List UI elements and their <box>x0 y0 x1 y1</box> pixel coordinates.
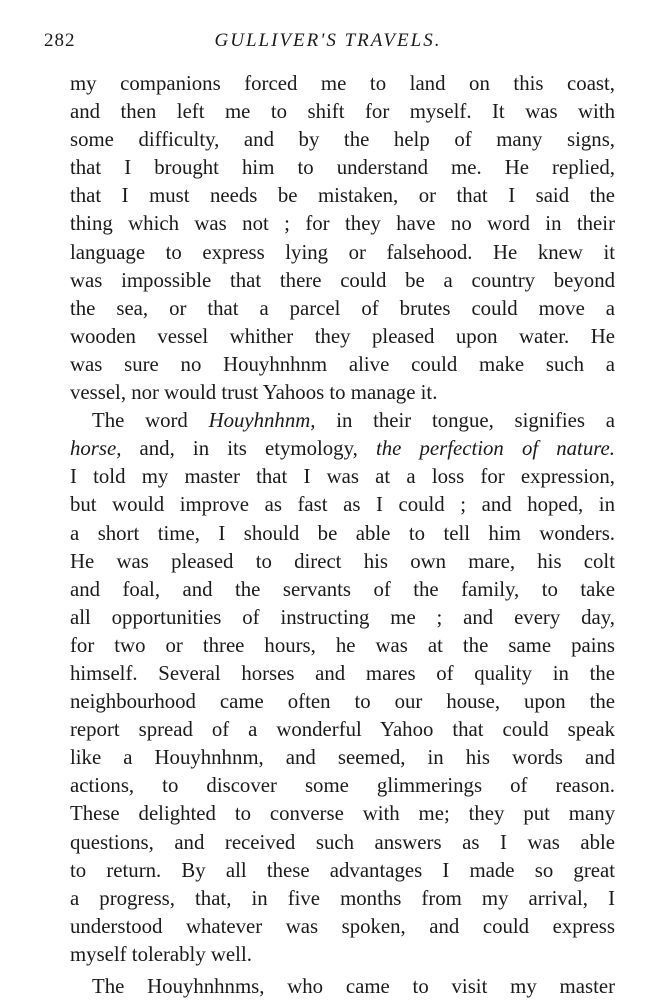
text-line: wooden vessel whither they pleased upon water. He <box>70 324 615 348</box>
text-line: that I brought him to understand me. He replied, <box>70 156 615 180</box>
text-line: a short time, I should be able to tell him wonders. <box>70 521 615 545</box>
paragraph-start-line <box>70 407 615 435</box>
text-line <box>70 435 615 463</box>
text-line: the sea, or that a parcel of brutes could move a <box>70 296 615 320</box>
text-line: like a Houyhnhnm, and seemed, in his words and <box>70 746 615 770</box>
text-line: These delighted to converse with me; they put many <box>70 802 615 826</box>
text-line: to return. By all these advantages I made so great <box>70 858 615 882</box>
text-line: report spread of a wonderful Yahoo that could speak <box>70 718 615 742</box>
text-line: that I must needs be mistaken, or that I said the <box>70 184 615 208</box>
text-line: some difficulty, and by the help of many signs, <box>70 128 615 152</box>
text-line: for two or three hours, he was at the same pains <box>70 633 615 657</box>
paragraph-start-line: The Houyhnhnms, who came to visit my master <box>92 975 615 998</box>
text-line: understood whatever was spoken, and could express <box>70 914 615 938</box>
text-run: in their tongue, signifies a <box>315 409 615 433</box>
italic-term: horse, <box>70 437 122 461</box>
text-line: neighbourhood came often to our house, upon the <box>70 690 615 714</box>
italic-term: Houyhnhnm, <box>208 409 316 433</box>
text-line: questions, and received such answers as I was able <box>70 830 615 854</box>
text-line: but would improve as fast as I could ; and hoped, in <box>70 493 615 517</box>
running-title: GULLIVER'S TRAVELS. <box>214 30 442 51</box>
text-line: and then left me to shift for myself. It was with <box>70 100 615 124</box>
italic-phrase: the perfection of nature. <box>375 437 615 461</box>
text-line: I told my master that I was at a loss for expression, <box>70 465 615 489</box>
text-line: was sure no Houyhnhnm alive could make such a <box>70 352 615 376</box>
text-line: thing which was not ; for they have no word in their <box>70 212 615 236</box>
body-text <box>70 70 615 1001</box>
text-line: himself. Several horses and mares of quality in the <box>70 661 615 685</box>
text-line: and foal, and the servants of the family, to take <box>70 577 615 601</box>
page-number: 282 <box>44 30 76 51</box>
text-line: a progress, that, in five months from my arrival, I <box>70 886 615 910</box>
running-head <box>44 30 612 58</box>
paragraph-end-line: myself tolerably well. <box>70 942 252 966</box>
text-line: actions, to discover some glimmerings of reason. <box>70 774 615 798</box>
text-line: was impossible that there could be a country beyond <box>70 268 615 292</box>
text-line: He was pleased to direct his own mare, his colt <box>70 549 615 573</box>
text-line: my companions forced me to land on this coast, <box>70 72 615 95</box>
text-line: language to express lying or falsehood. He knew it <box>70 240 615 264</box>
text-run: The word <box>92 409 209 433</box>
text-line: all opportunities of instructing me ; and every day, <box>70 605 615 629</box>
paragraph-end-line: vessel, nor would trust Yahoos to manage it. <box>70 381 438 405</box>
text-run: and, in its etymology, <box>121 437 376 461</box>
